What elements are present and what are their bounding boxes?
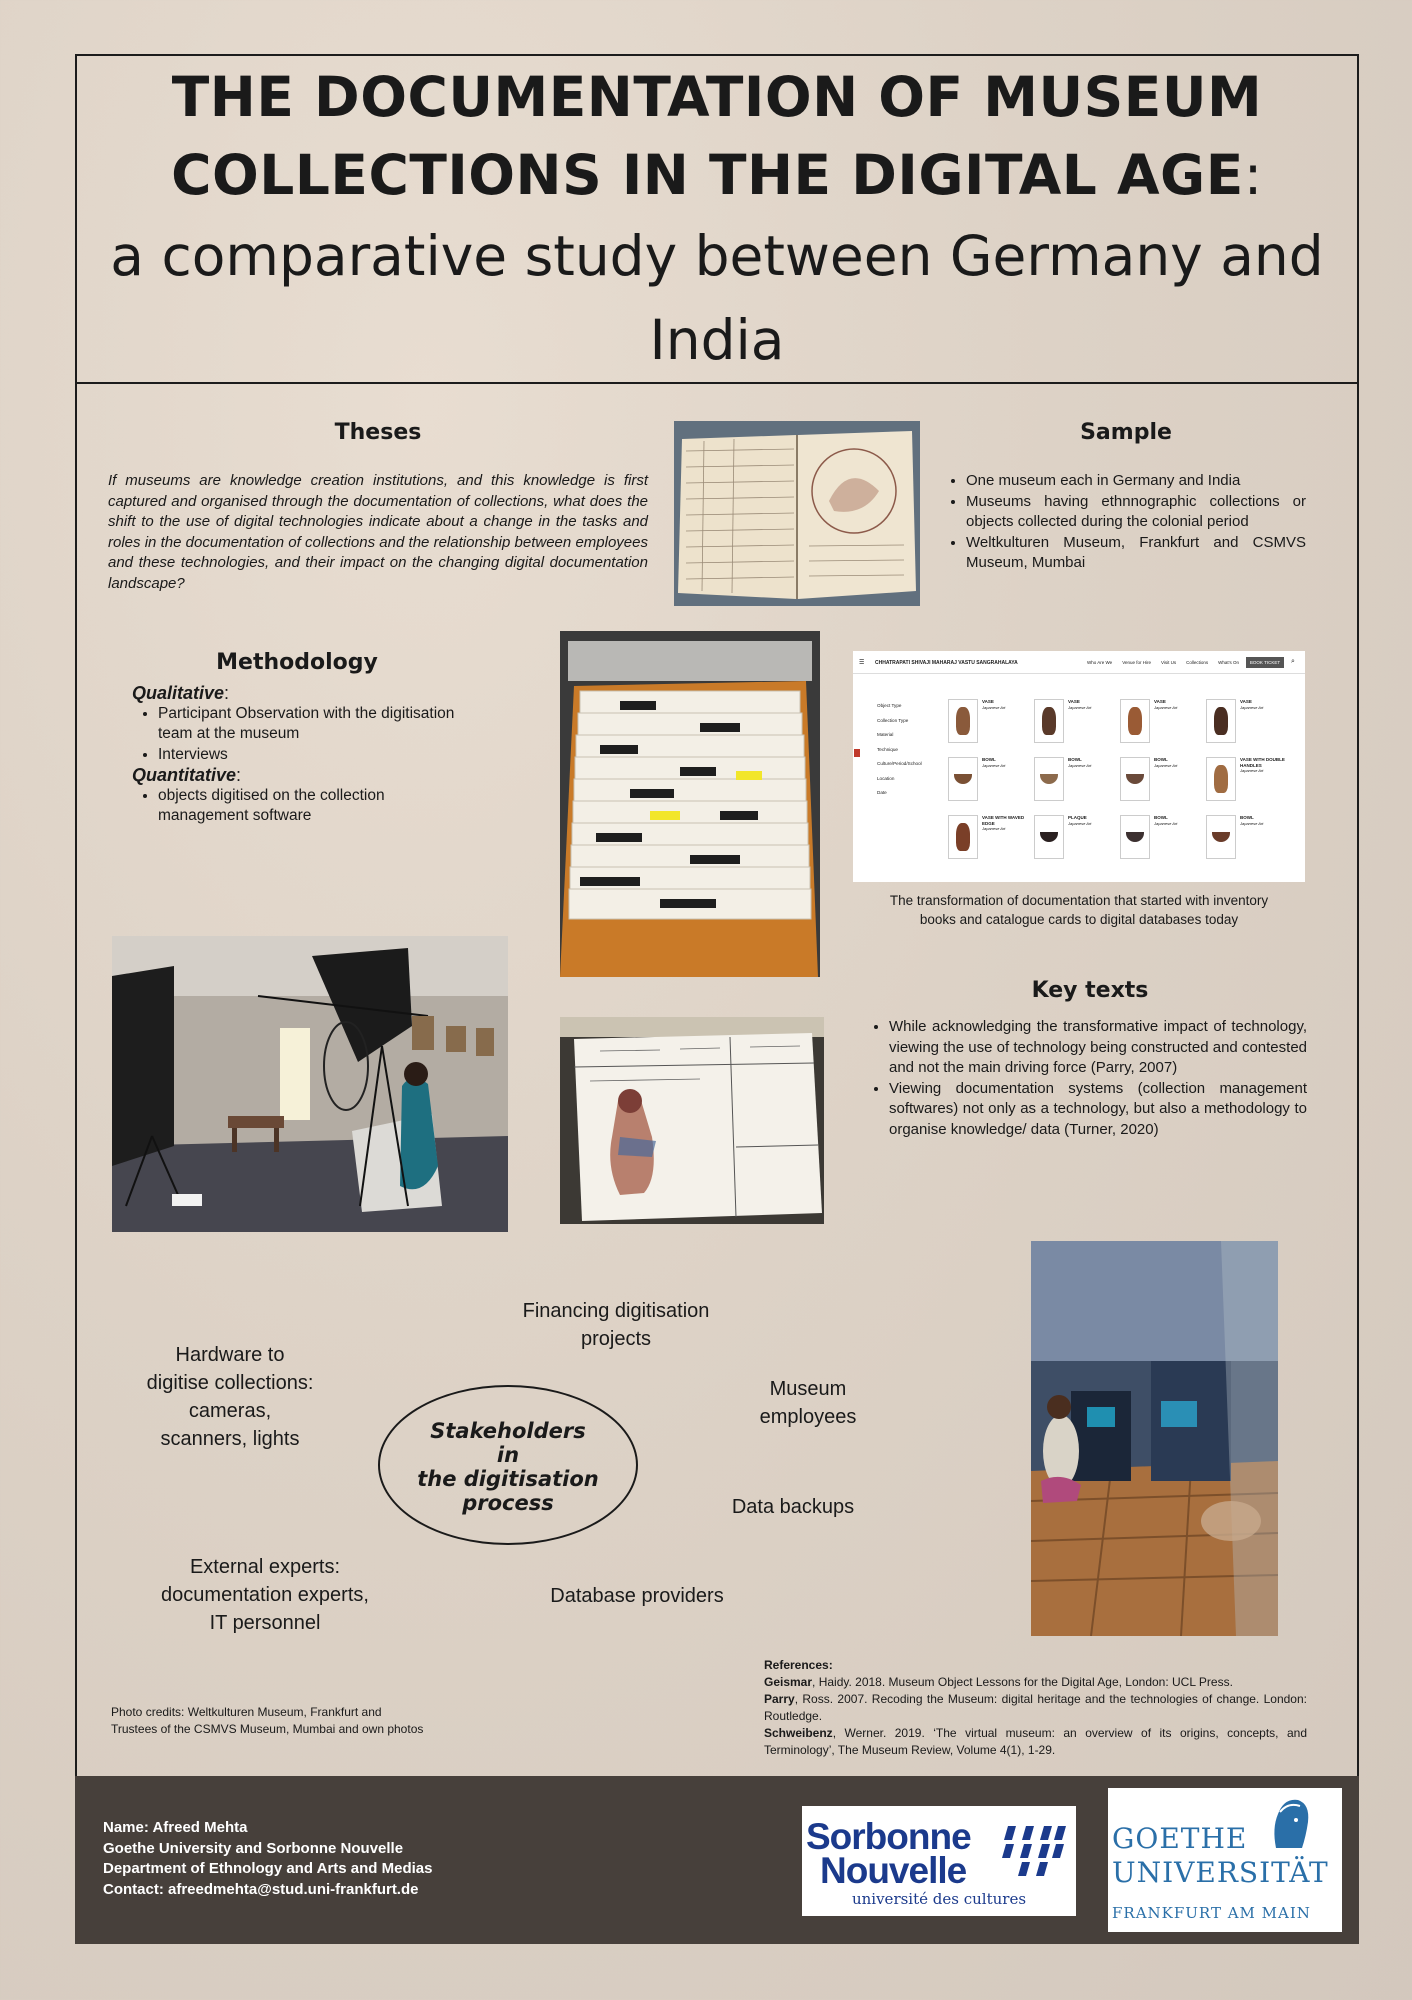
- website-object-sub: Japanese Art: [982, 704, 1006, 710]
- goethe-wordmark: [1112, 1822, 1329, 1890]
- subtitle-line-1: a comparative study between Germany and: [110, 224, 1324, 288]
- subtitle: [75, 214, 1359, 382]
- website-object-thumbnail: [1034, 815, 1064, 859]
- website-object-card: [1206, 815, 1292, 873]
- sample-section: [946, 420, 1306, 574]
- sample-item: • Weltkulturen Museum, Frankfurt and CSMVS Museum, Mumbai: [966, 533, 1306, 574]
- key-text-item: • Viewing documentation systems (collection management softwares) not only as a technology, but also a methodology to organise knowledge/ data (Turner, 2020): [889, 1079, 1307, 1141]
- stakeholder-hardware: [130, 1341, 330, 1453]
- quantitative-label-text: Quantitative: [132, 765, 237, 785]
- footer: [75, 1776, 1359, 1944]
- website-object-thumbnail: [1206, 815, 1236, 859]
- center-line: the digitisation: [417, 1467, 599, 1491]
- goethe-line-2: UNIVERSITÄT: [1112, 1856, 1329, 1889]
- inventory-book-photo: [674, 421, 920, 606]
- vase-icon: [954, 774, 972, 784]
- website-object-card: [1034, 815, 1120, 873]
- vase-icon: [1040, 774, 1058, 784]
- stakeholder-backups: Data backups: [731, 1496, 855, 1518]
- website-site-name: CHHATRAPATI SHIVAJI MAHARAJ VASTU SANGRAHALAYA: [875, 660, 1018, 666]
- website-object-card: [948, 815, 1034, 873]
- menu-icon: ☰: [859, 660, 865, 666]
- sample-item: • Museums having ethnnographic collections or objects collected during the colonial period: [966, 492, 1306, 533]
- center-line: process: [462, 1491, 554, 1515]
- website-object-name: BOWL Japanese Art: [1240, 815, 1288, 826]
- qualitative-item: • Interviews: [158, 745, 462, 766]
- website-object-card: [1120, 699, 1206, 757]
- photography-studio-photo: [112, 936, 508, 1232]
- sample-item: • One museum each in Germany and India: [966, 471, 1306, 492]
- author-contact: Contact: afreedmehta@stud.uni-frankfurt.de: [103, 1880, 419, 1898]
- author-info: [103, 1818, 432, 1900]
- website-object-card: [1206, 699, 1292, 757]
- website-filter: Date: [877, 790, 887, 795]
- website-object-sub: Japanese Art: [1068, 704, 1092, 710]
- employees-line: Museum: [769, 1378, 847, 1400]
- vase-icon: [1042, 707, 1056, 735]
- website-object-card: [1034, 757, 1120, 815]
- goethe-line-3: FRANKFURT AM MAIN: [1112, 1904, 1311, 1922]
- sample-heading: Sample: [1080, 420, 1172, 445]
- sorbonne-logo: [802, 1806, 1076, 1916]
- title-line-2-text: COLLECTIONS IN THE DIGITAL AGE: [171, 143, 1244, 207]
- website-object-name: BOWL Japanese Art: [1068, 757, 1116, 768]
- website-filter: Collection Type: [877, 717, 909, 723]
- sorbonne-line-2: Nouvelle: [820, 1850, 967, 1891]
- author-name: Name: Afreed Mehta: [103, 1819, 248, 1836]
- stakeholder-database: Database providers: [550, 1585, 724, 1607]
- website-object-card: [1034, 699, 1120, 757]
- website-nav-item: Who Are We: [1087, 660, 1113, 665]
- website-object-grid: [948, 699, 1298, 874]
- key-texts-heading: Key texts: [1031, 978, 1149, 1003]
- website-nav: [1087, 660, 1239, 665]
- website-nav-item: Visit Us: [1160, 660, 1177, 665]
- title-box: [75, 54, 1359, 384]
- website-filters: [877, 699, 937, 801]
- website-object-sub: Japanese Art: [1068, 762, 1092, 768]
- goethe-line-1: GOETHE: [1112, 1822, 1248, 1855]
- sorbonne-line-1: Sorbonne: [806, 1816, 971, 1857]
- website-object-thumbnail: [1206, 757, 1236, 801]
- qualitative-label-text: Qualitative: [132, 683, 225, 703]
- website-object-name: VASE Japanese Art: [1068, 699, 1116, 710]
- author-department: Department of Ethnology and Arts and Medias: [103, 1860, 433, 1877]
- vase-icon: [1214, 707, 1228, 735]
- reference-author: Schweibenz: [764, 1726, 833, 1740]
- center-line: in: [496, 1443, 520, 1467]
- website-object-card: [1120, 757, 1206, 815]
- quantitative-label: [132, 765, 462, 786]
- key-texts-section: [873, 978, 1307, 1140]
- website-object-card: [948, 699, 1034, 757]
- website-object-name: VASE Japanese Art: [1154, 699, 1202, 710]
- vase-icon: [1128, 707, 1142, 735]
- catalogue-drawer-photo: [560, 631, 820, 977]
- website-object-card: [948, 757, 1034, 815]
- caption-line-1: The transformation of documentation that started with inventory: [889, 893, 1269, 908]
- website-object-name: VASE Japanese Art: [1240, 699, 1288, 710]
- key-texts-list: [873, 1017, 1307, 1140]
- website-object-card: [1206, 757, 1292, 815]
- website-object-name: VASE WITH DOUBLE HANDLES Japanese Art: [1240, 757, 1288, 774]
- title-line-2: [75, 136, 1359, 214]
- vase-icon: [1126, 832, 1144, 842]
- website-divider: [853, 673, 1305, 674]
- qualitative-colon: :: [224, 683, 230, 703]
- title-colon: :: [1243, 143, 1263, 207]
- theses-text: If museums are knowledge creation institutions, and this knowledge is first captured and organised through the documentation of collections, what does the shift to the use of digital technologies indicate about a change in the tasks and roles in the documentation of collections and the relationship between employees and these technologies, and their impact on the changing digital documentation landscape?: [108, 472, 648, 592]
- qualitative-label: [132, 683, 462, 704]
- qualitative-list: [132, 704, 462, 766]
- hardware-line: cameras,: [188, 1400, 272, 1422]
- hardware-line: digitise collections:: [146, 1372, 314, 1394]
- museum-website-screenshot: [853, 651, 1305, 882]
- sorbonne-tagline: université des cultures: [851, 1890, 1027, 1908]
- website-filter: Location: [877, 775, 895, 781]
- website-side-tab: [854, 749, 860, 757]
- credits-line: Photo credits: Weltkulturen Museum, Frankfurt and: [111, 1705, 382, 1719]
- website-object-sub: Japanese Art: [1154, 762, 1178, 768]
- photo-credits: [111, 1704, 423, 1738]
- title-line-1: THE DOCUMENTATION OF MUSEUM: [171, 65, 1263, 129]
- quantitative-list: [132, 786, 462, 827]
- museum-visitors-photo: [1031, 1241, 1278, 1636]
- methodology-body: [132, 683, 462, 827]
- website-object-sub: Japanese Art: [1154, 704, 1178, 710]
- reference-text: , Haidy. 2018. Museum Object Lessons for the Digital Age, London: UCL Press.: [812, 1675, 1233, 1689]
- stakeholder-employees: [730, 1375, 886, 1431]
- website-object-sub: Japanese Art: [1240, 768, 1264, 773]
- vase-icon: [1214, 765, 1228, 793]
- website-object-name: BOWL Japanese Art: [1154, 757, 1202, 768]
- website-object-thumbnail: [1120, 699, 1150, 743]
- website-object-name: PLAQUE Japanese Art: [1068, 815, 1116, 826]
- experts-line: documentation experts,: [161, 1584, 369, 1606]
- qualitative-item: • Participant Observation with the digitisation team at the museum: [158, 704, 462, 745]
- website-object-name: BOWL Japanese Art: [982, 757, 1030, 768]
- website-object-thumbnail: [1034, 699, 1064, 743]
- reference-item: [764, 1691, 1307, 1725]
- financing-line: projects: [580, 1328, 652, 1350]
- reference-text: , Ross. 2007. Recoding the Museum: digital heritage and the technologies of change. London: Routledge.: [764, 1692, 1307, 1723]
- website-object-sub: Japanese Art: [1240, 704, 1264, 710]
- website-object-sub: Japanese Art: [982, 762, 1006, 768]
- hardware-line: Hardware to: [175, 1344, 285, 1366]
- vase-icon: [1126, 774, 1144, 784]
- key-text-item: • While acknowledging the transformative impact of technology, viewing the use of technology being constructed and contested and not the main driving force (Parry, 2007): [889, 1017, 1307, 1079]
- vase-icon: [1040, 832, 1058, 842]
- quantitative-item: • objects digitised on the collection management software: [158, 786, 462, 827]
- website-object-thumbnail: [1034, 757, 1064, 801]
- website-object-name: BOWL Japanese Art: [1154, 815, 1202, 826]
- website-filter: Material: [877, 732, 894, 737]
- website-object-thumbnail: [1120, 757, 1150, 801]
- quantitative-colon: :: [236, 765, 242, 785]
- website-filter: Object Type: [877, 703, 902, 708]
- experts-line: IT personnel: [209, 1612, 321, 1634]
- vase-icon: [956, 707, 970, 735]
- experts-line: External experts:: [189, 1556, 341, 1578]
- hardware-line: scanners, lights: [160, 1428, 300, 1450]
- stakeholders-center-text: [380, 1419, 636, 1515]
- search-icon: ⌕: [1291, 658, 1295, 665]
- sorbonne-wordmark: [806, 1816, 971, 1891]
- website-object-sub: Japanese Art: [982, 826, 1006, 831]
- stakeholder-financing: [500, 1297, 732, 1353]
- website-object-card: [1120, 815, 1206, 873]
- theses-heading: Theses: [334, 420, 422, 445]
- reference-item: [764, 1725, 1307, 1759]
- methodology-section: [132, 650, 462, 827]
- website-filter: Culture/Period/School: [877, 761, 922, 766]
- website-nav-item: Collections: [1186, 660, 1209, 665]
- employees-line: employees: [759, 1406, 857, 1428]
- title-main: [75, 58, 1359, 214]
- sorbonne-mark-icon: [1002, 1826, 1066, 1876]
- website-object-sub: Japanese Art: [1154, 820, 1178, 826]
- reference-author: Parry: [764, 1692, 795, 1706]
- website-object-sub: Japanese Art: [1240, 820, 1264, 826]
- caption-line-2: books and catalogue cards to digital databases today: [919, 912, 1239, 927]
- references: [764, 1657, 1307, 1759]
- website-nav-item: Venue for Hire: [1122, 660, 1151, 665]
- theses-section: [108, 420, 648, 594]
- reference-author: Geismar: [764, 1675, 813, 1689]
- website-object-name: VASE WITH WAVED EDGE Japanese Art: [982, 815, 1030, 832]
- methodology-heading: Methodology: [216, 650, 378, 675]
- website-object-thumbnail: [948, 815, 978, 859]
- website-object-thumbnail: [1120, 815, 1150, 859]
- website-object-sub: Japanese Art: [1068, 820, 1092, 826]
- financing-line: Financing digitisation: [522, 1300, 710, 1322]
- goethe-logo: [1108, 1788, 1412, 1932]
- vase-icon: [956, 823, 970, 851]
- website-object-thumbnail: [948, 757, 978, 801]
- subtitle-line-2: India: [649, 308, 785, 372]
- website-filter: Technique: [877, 746, 898, 752]
- stakeholders-ellipse: [378, 1385, 638, 1545]
- reference-item: [764, 1674, 1307, 1691]
- credits-line: Trustees of the CSMVS Museum, Mumbai and own photos: [111, 1722, 424, 1736]
- website-ticket-button: BOOK TICKET: [1246, 657, 1284, 668]
- vase-icon: [1212, 832, 1230, 842]
- website-nav-item: What's On: [1218, 660, 1240, 665]
- website-object-thumbnail: [1206, 699, 1236, 743]
- center-line: Stakeholders: [430, 1419, 586, 1443]
- sample-list: [946, 471, 1306, 574]
- stakeholder-experts: [130, 1553, 400, 1637]
- references-heading: References:: [764, 1658, 833, 1672]
- catalogue-card-photo: [560, 1017, 824, 1224]
- author-university: Goethe University and Sorbonne Nouvelle: [103, 1839, 404, 1857]
- reference-text: , Werner. 2019. ‘The virtual museum: an overview of its origins, concepts, and Terminology’, The Museum Review, Volume 4(1), 1-29.: [764, 1726, 1307, 1757]
- website-object-name: VASE Japanese Art: [982, 699, 1030, 710]
- transformation-caption: [853, 891, 1305, 929]
- website-object-thumbnail: [948, 699, 978, 743]
